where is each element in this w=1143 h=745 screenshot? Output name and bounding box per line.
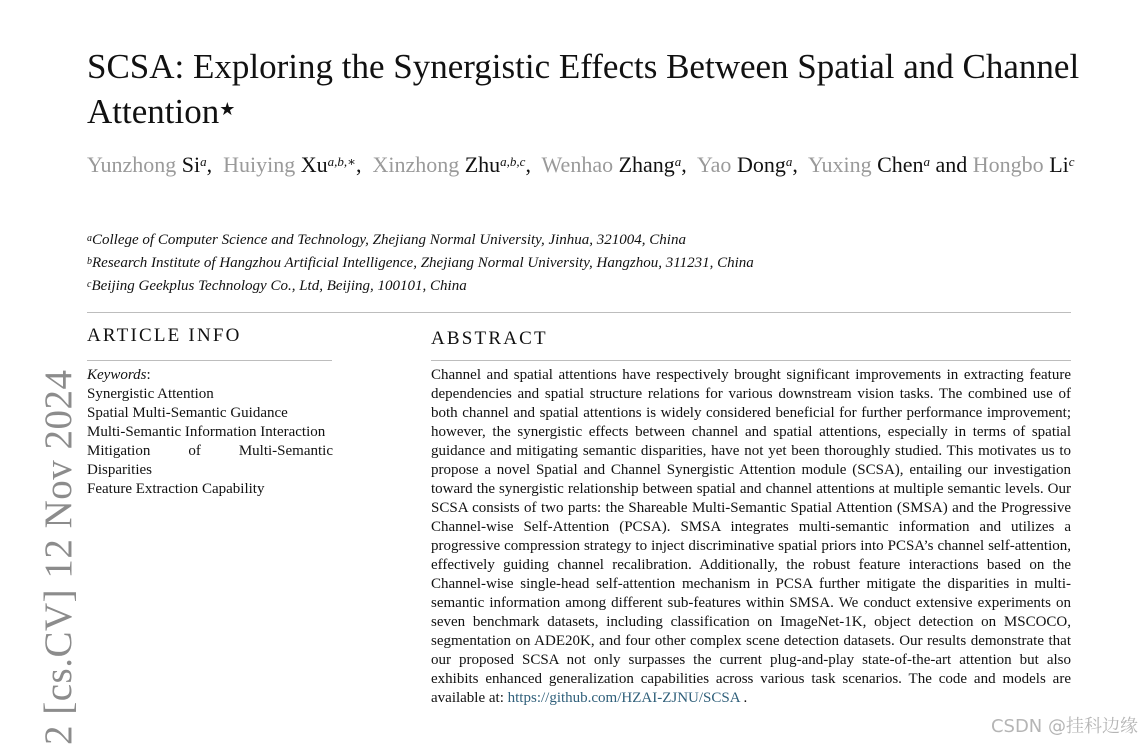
affiliation-item: $^c$Beijing Geekplus Technology Co., Ltd, Beijing, 100101, China	[87, 278, 467, 294]
author-list: Yunzhong Si$^a$, Huiying $Xu^{a,b,∗}$, Xinzhong Zhu$^{a,b,c}$, Wenhao Zhang$^a$, Yao Dong$^a$, Yuxing Chen$^a$ and Hongbo Li$^c$	[87, 152, 1075, 177]
abstract-text: Channel and spatial attentions have respectively brought significant improvements in extracting feature dependencies and spatial structure relations for various downstream vision tasks. The combined use of both channel and spatial attentions is widely considered beneficial for further performance improvement; however, the synergistic effects between channel and spatial attentions, especially in terms of spatial guidance and mitigating semantic disparities, have not yet been thoroughly studied. This motivates us to propose a novel Spatial and Channel Synergistic Attention module (SCSA), entailing our investigation toward the synergistic relationship between spatial and channel attentions at multiple semantic levels. Our SCSA consists of two parts: the Shareable Multi-Semantic Spatial Attention (SMSA) and the Progressive Channel-wise Self-Attention (PCSA). SMSA integrates multi-semantic information and utilizes a progressive compression strategy to inject discriminative spatial priors into PCSA’s channel self-attention, effectively guiding channel recalibration. Additionally, the robust feature interactions based on the Channel-wise single-head self-attention mechanism in PCSA further mitigate the disparities in multi-semantic information among different sub-features within SMSA. We conduct extensive experiments on seven benchmark datasets, including classification on ImageNet-1K, object detection on MSCOCO, segmentation on ADE20K, and four other complex scene detection datasets. Our results demonstrate that our proposed SCSA not only surpasses the current plug-and-play state-of-the-art attention but also exhibits enhanced generalization capabilities across various task scenarios. The code and models are available at:	[431, 367, 1071, 706]
keyword-item: Feature Extraction Capability	[87, 481, 265, 497]
author: Yuxing Chen$^a$	[808, 152, 931, 177]
keyword-item: Synergistic Attention	[87, 386, 214, 402]
keywords-label-line: Keywords:	[87, 367, 151, 383]
abstract-end: .	[739, 690, 748, 706]
keyword-item: Mitigation of Multi-Semantic Disparities	[87, 443, 333, 478]
abstract-body	[431, 366, 1071, 708]
article-info-heading: ARTICLE INFO	[87, 325, 242, 346]
affiliations	[87, 229, 1087, 298]
paper-title	[87, 44, 1087, 134]
keyword-item: Spatial Multi-Semantic Guidance	[87, 405, 288, 421]
article-info-divider	[87, 360, 332, 361]
abstract-divider	[431, 360, 1071, 361]
title-footnote-mark: ★	[219, 99, 236, 119]
author: Hongbo Li$^c$	[972, 152, 1075, 177]
code-link[interactable]: https://github.com/HZAI-ZJNU/SCSA	[507, 690, 740, 706]
authors-and: and	[935, 152, 968, 177]
keyword-item: Multi-Semantic Information Interaction	[87, 424, 326, 440]
author: Wenhao Zhang$^a$	[541, 152, 682, 177]
watermark: CSDN @挂科边缘	[990, 716, 1138, 737]
affiliation-item: $^b$Research Institute of Hangzhou Artificial Intelligence, Zhejiang Normal University, Hangzhou, 311231, China	[87, 255, 754, 271]
author: Yao Dong$^a$	[696, 152, 793, 177]
keywords-section	[87, 366, 333, 499]
author: Yunzhong Si$^a$	[87, 152, 207, 177]
arxiv-stamp: 2 [cs.CV] 12 Nov 2024	[37, 369, 80, 745]
author: Huiying $Xu^{a,b,∗}$	[223, 152, 356, 177]
author: Xinzhong Zhu$^{a,b,c}$	[372, 152, 526, 177]
abstract-heading: ABSTRACT	[431, 328, 548, 349]
title-text: SCSA: Exploring the Synergistic Effects Between Spatial and Channel Attention	[87, 47, 1080, 131]
affiliation-item: $^a$College of Computer Science and Technology, Zhejiang Normal University, Jinhua, 321004, China	[87, 232, 686, 248]
header-divider	[87, 312, 1071, 313]
